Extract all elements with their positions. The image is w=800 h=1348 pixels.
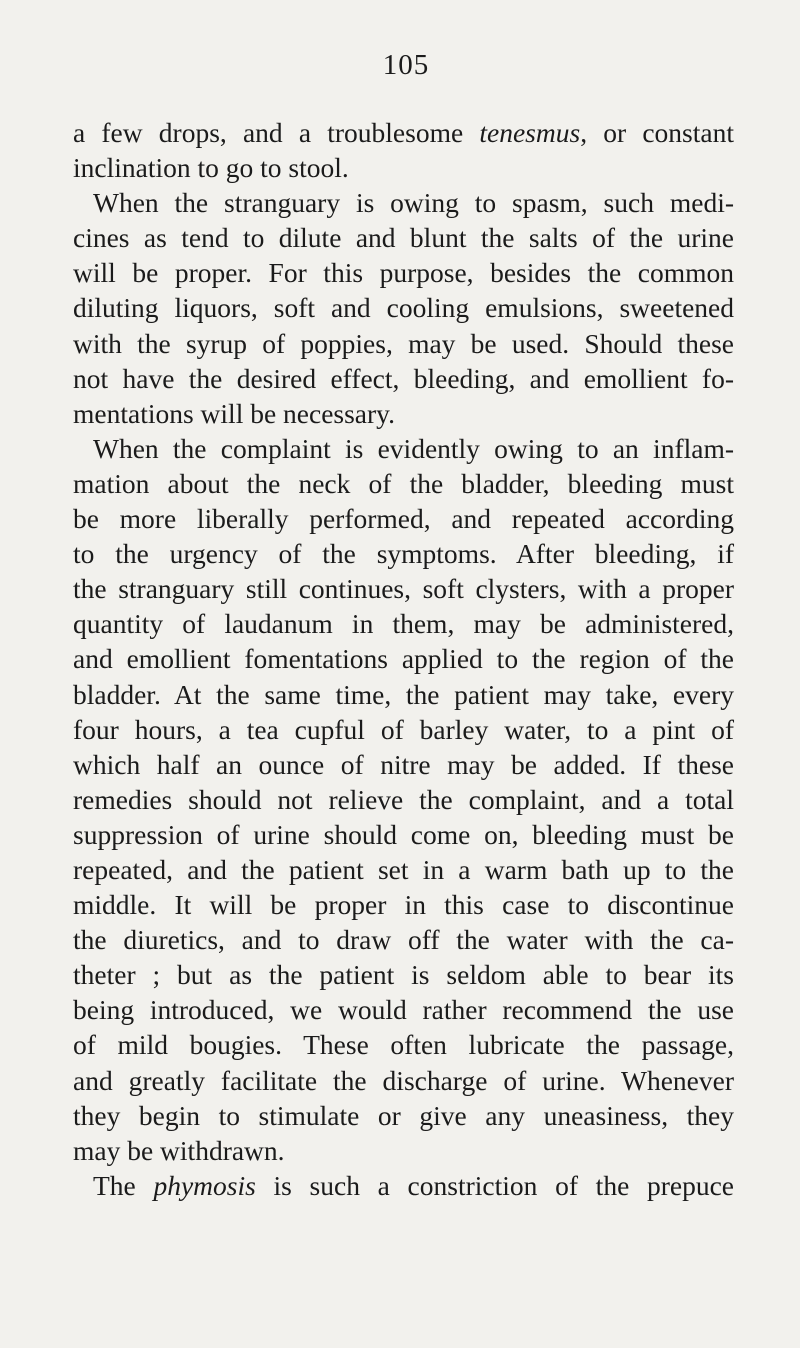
- text-line: which half an ounce of nitre may be added. If these: [73, 748, 734, 780]
- text-line: mentations will be necessary.: [73, 397, 396, 429]
- text-line: four hours, a tea cupful of barley water, to a pint of: [73, 713, 734, 745]
- text-line: suppression of urine should come on, bleeding must be: [73, 818, 734, 850]
- text-line: not have the desired effect, bleeding, and emollient fo-: [73, 362, 734, 394]
- italic-term: tenesmus: [479, 117, 581, 148]
- text-line: diluting liquors, soft and cooling emulsions, sweetened: [73, 292, 734, 324]
- text-line: they begin to stimulate or give any uneasiness, they: [73, 1099, 734, 1131]
- text-line: bladder. At the same time, the patient may take, every: [73, 678, 734, 710]
- text-line: be more liberally performed, and repeated according: [73, 503, 734, 535]
- text-line: the diuretics, and to draw off the water with the ca-: [73, 924, 734, 956]
- text-line: a few drops, and a troublesome tenesmus, or constant: [73, 117, 734, 148]
- text-line: to the urgency of the symptoms. After bleeding, if: [73, 538, 734, 570]
- text-line: the stranguary still continues, soft clysters, with a proper: [73, 573, 734, 605]
- text-line: with the syrup of poppies, may be used. Should these: [73, 327, 734, 359]
- text-line: The phymosis is such a constriction of the prepuce: [93, 1169, 734, 1201]
- italic-term: phymosis: [153, 1169, 256, 1201]
- page-number: 105: [382, 49, 430, 81]
- text-line: quantity of laudanum in them, may be administered,: [73, 608, 734, 640]
- paragraph: [73, 115, 734, 185]
- text-line: cines as tend to dilute and blunt the salts of the urine: [73, 222, 734, 254]
- body-text: [73, 115, 734, 1203]
- text-line: will be proper. For this purpose, besides the common: [73, 257, 734, 289]
- text-line: theter ; but as the patient is seldom able to bear its: [73, 959, 734, 991]
- text-line: When the complaint is evidently owing to an inflam-: [93, 432, 734, 464]
- text-line: being introduced, we would rather recommend the use: [73, 994, 734, 1026]
- paragraph: [73, 1168, 734, 1203]
- text-line: may be withdrawn.: [73, 1134, 285, 1166]
- text-line: repeated, and the patient set in a warm bath up to the: [73, 853, 734, 885]
- text-line: remedies should not relieve the complaint, and a total: [73, 783, 734, 815]
- paragraph: [73, 431, 734, 1168]
- text-line: and emollient fomentations applied to the region of the: [73, 643, 734, 675]
- text-line: mation about the neck of the bladder, bleeding must: [73, 467, 734, 499]
- text-line: of mild bougies. These often lubricate the passage,: [73, 1029, 734, 1061]
- text-line: When the stranguary is owing to spasm, such medi-: [93, 187, 734, 219]
- text-line: middle. It will be proper in this case to discontinue: [73, 889, 734, 921]
- text-line: inclination to go to stool.: [73, 152, 349, 184]
- text-line: and greatly facilitate the discharge of urine. Whenever: [73, 1064, 734, 1096]
- paragraph: [73, 185, 734, 431]
